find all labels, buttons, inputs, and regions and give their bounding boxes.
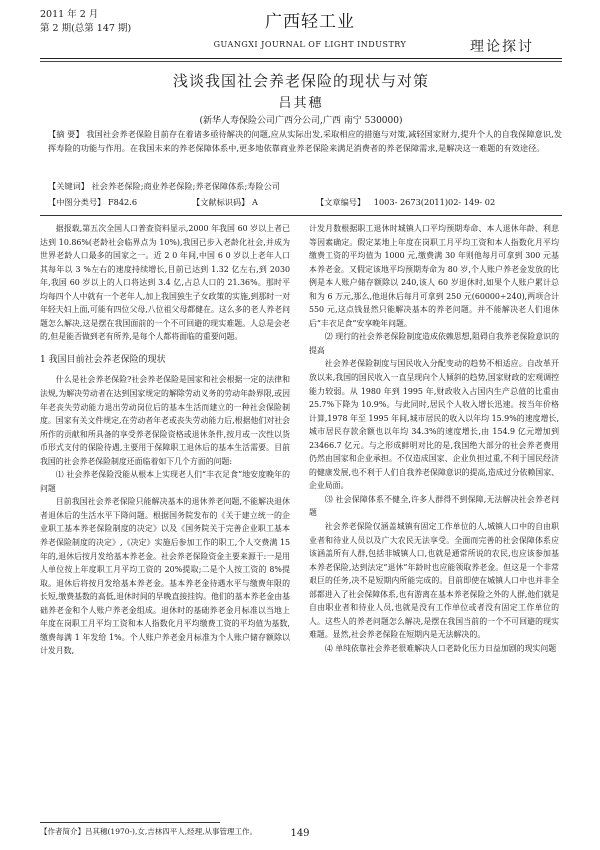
article-title: 浅谈我国社会养老保险的现状与对策 [172, 72, 429, 90]
author-affiliation: (新华人寿保险公司广西分公司,广西 南宁 530000) [199, 116, 403, 126]
left-column [40, 222, 290, 658]
subheading: ⑵ 现行的社会养老保险制度造成依赖思想,阻碍自我养老保险意识的提高 [309, 332, 559, 355]
article-number-label: 【文章编号】 [316, 197, 366, 207]
paragraph: 社会养老保险仅涵盖城镇有固定工作单位的人,城镇人口中的自由职业者和待业人员以及广大农民无法享受。全面而完善的社会保障体系应该涵盖所有人群,包括非城镇人口,也就是通常所说的农民,也应该参加基本养老保险,达到法定“退休”年龄时也应能领取养老金。但这是一个非常艰巨的任务,决不是短期内所能完成的。目前即使在城镇人口中也并非全部都进入了社会保障体系,也有游离在基本养老保险之外的人群,他们就是自由职业者和待业人员,也就是没有工作单位或者没有固定工作单位的人。这些人的养老问题怎么解决,是摆在我国当前的一个不可回避的现实难题。显然,社会养老保险在短期内是无法解决的。 [309, 522, 559, 640]
header-divider [40, 58, 562, 59]
paragraph: 目前我国社会养老保险只能解决基本的退休养老问题,不能解决退休者退休后的生活水平下降问题。根据国务院发布的《关于建立统一的企业职工基本养老保险制度的决定》以及《国务院关于完善企业职工基本养老保险制度的决定》,《决定》实施后参加工作的职工,个人交费满 15 年的,退休后按月发给基本养老金。社会养老保险资金主要来源于:一是用人单位按上年度职工月平均工资的 20%提取;二是个人按工资的 8%提取。退休后将按月发给基本养老金。基本养老金待遇水平与缴费年限的长短,缴费基数的高低,退休时间的早晚直接挂钩。他们的基本养老金由基础养老金和个人账户养老金组成。退休时的基础养老金月标准以当地上年度在岗职工月平均工资和本人指数化月平均缴费工资的平均值为基数,缴费每满 1 年发给 1%。个人账户养老金月标准为个人账户储存额除以计发月数, [40, 497, 290, 656]
issue-number: 第 2 期(总第 147 期) [40, 23, 132, 34]
section-heading: 1 我国目前社会养老保险的现状 [40, 354, 166, 365]
journal-title-en: GUANGXI JOURNAL OF LIGHT INDUSTRY [213, 40, 407, 49]
keywords-text: 社会养老保险;商业养老保险;养老保障体系;寿险公司 [91, 181, 280, 191]
clc-label: 【中图分类号】 [48, 197, 106, 207]
subheading: ⑴ 社会养老保险没能从根本上实现老人们“丰衣足食”地安度晚年的问题 [40, 470, 290, 493]
article-number [316, 196, 495, 209]
issue-date: 2011 年 2 月 [40, 9, 99, 20]
doc-code-label: 【文献标识码】 [192, 197, 250, 207]
section-label: 理论探讨 [470, 39, 534, 55]
abstract-label: 【摘 要】 [48, 129, 84, 139]
right-column [309, 222, 559, 656]
doc-code-value: A [251, 197, 258, 207]
issue-info [40, 8, 131, 36]
journal-title-cn: 广西轻工业 [265, 12, 355, 32]
abstract-divider [40, 215, 562, 216]
keywords-label: 【关键词】 [48, 181, 89, 191]
subheading: ⑶ 社会保障体系不健全,许多人群得不到保障,无法解决社会养老问题 [309, 494, 559, 518]
paragraph: 什么是社会养老保险?社会养老保险是国家和社会根据一定的法律和法规,为解决劳动者在达到国家规定的解除劳动义务的劳动年龄界限,或因年老丧失劳动能力退出劳动岗位后的基本生活而建立的一种社会保险制度。国家有关文件规定,在劳动者年老或丧失劳动能力后,根据他们对社会所作的贡献和所具备的享受养老保险资格或退休条件,按月或一次性以货币形式支付的保险待遇,主要用于保障职工退休后的基本生活需要。目前我国的社会养老保险制度还面临着如下几个方面的问题: [40, 375, 290, 466]
clc-number [48, 196, 137, 209]
journal-masthead [190, 12, 430, 49]
header-divider-thin [40, 61, 562, 62]
keywords [48, 180, 562, 193]
article-author: 吕其穗 [278, 96, 324, 111]
article-number-value: 1003- 2673(2011)02- 149- 02 [373, 197, 496, 207]
document-code [192, 196, 258, 209]
footnote-divider [40, 822, 220, 823]
paragraph: 据报载,第五次全国人口普查资料显示,2000 年我国 60 岁以上者已达到 10.86%(老龄社会临界点为 10%),我国已步入老龄化社会,并成为世界老龄人口最多的国家之一。近 2 0 年间,中国 6 0 岁以上老年人口其每年以 3 %左右的速度持续增长,目前已达到 1.32 亿左右,到 2030 年,我国 60 岁以上的人口将达到 3.4 亿,占总人口的 21.36%。那时平均每四个人中就有一个老年人,加上我国独生子女政策的实施,到那时一对年轻夫妇上面,可能有四位父母,八位祖父母都健在。这么多的老人养老问题怎么解决,这是摆在我国面前的一个不可回避的现实难题。人总是会老的,但是能否做到老有所养,是每个人都将面临的重要问题。 [40, 224, 290, 342]
author-bio-footnote: 【作者简介】吕其穗(1970-),女,吉林四平人,经理,从事管理工作。 [40, 827, 258, 836]
paragraph: 计发月数根据职工退休时城镇人口平均预期寿命、本人退休年龄、利息等因素确定。假定某地上年度在岗职工月平均工资和本人指数化月平均缴费工资的平均值为 1000 元,缴费满 30 年则他每月可拿到 300 元基本养老金。又假定该地平均预期寿命为 80 岁,个人账户养老金发放的比例是本人账户储存额除以 240,该人 60 岁退休时,如果个人账户累计总和为 6 万元,那么,他退休后每月可拿到 250 元(60000÷240),两项合计 550 元,这点钱显然只能解决基本的养老问题。并不能解决老人们退休后“丰衣足食”安享晚年问题。 [309, 224, 559, 328]
abstract-text: 我国社会养老保险目前存在着诸多亟待解决的问题,应从实际出发,采取相应的措施与对策,减轻国家财力,提升个人的自我保障意识,发挥寿险的功能与作用。在我国未来的养老保障体系中,更多地依靠商业养老保险来满足消费者的养老保障需求,是解决这一难题的有效途径。 [48, 129, 562, 153]
page-number: 149 [290, 828, 310, 839]
abstract [48, 128, 562, 155]
paragraph: 社会养老保险制度与国民收入分配变动的趋势不相适应。自改革开放以来,我国的国民收入一直呈现向个人倾斜的趋势,国家财政的宏观调控能力较弱。从 1980 年到 1995 年,财政收入占国内生产总值的比重由 25.7%下降为 10.9%。与此同时,居民个人收入增长迅速。按当年价格计算,1978 年至 1995 年间,城市居民的收入以年均 15.9%的速度增长,城市居民存款余额也以年均 34.3%的速度增长,由 154.9 亿元增加到 23466.7 亿元。与之形成鲜明对比的是,我国绝大部分的社会养老费用仍然由国家和企业承担。不仅造成国家、企业负担过重,不利于国民经济的健康发展,也不利于人们自我养老保障意识的提高,造成过分依赖国家、企业局面。 [309, 359, 559, 491]
clc-value: F842.6 [107, 197, 138, 207]
subheading: ⑷ 单纯依靠社会养老很难解决人口老龄化压力日益加剧的现实问题 [324, 643, 557, 653]
